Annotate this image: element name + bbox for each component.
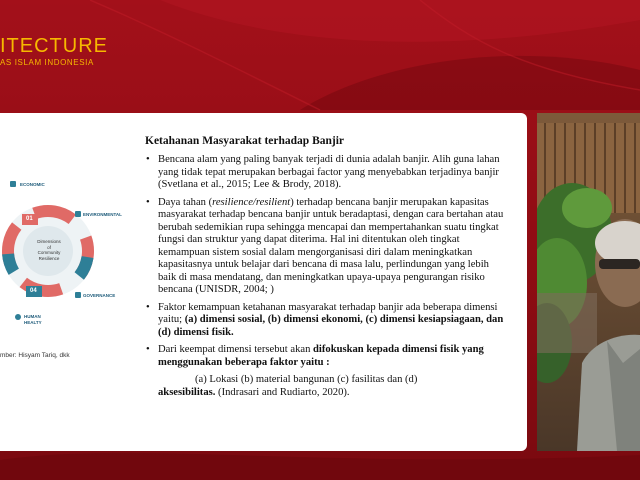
diagram-center-text <box>29 239 69 261</box>
diagram-source-caption: mber: Hisyam Tariq, dkk <box>0 352 70 359</box>
factors-line-2-bold: aksesibilitas. <box>158 386 216 398</box>
bullet-4-bold: difokuskan kepada dimensi fisik yang menggunakan beberapa faktor yaitu : <box>158 344 484 368</box>
health-label: HEALTY <box>24 320 42 325</box>
center-line-2: of <box>47 244 51 250</box>
webcam-video-feed <box>537 113 640 451</box>
webcam-scene <box>537 113 640 451</box>
bullet-2-italic: resilience/resilient <box>212 196 291 208</box>
governance-icon <box>75 292 81 298</box>
factors-line-1: (a) Lokasi (b) material bangunan (c) fasilitas dan (d) <box>195 374 418 385</box>
resilience-ring-graphic <box>0 173 130 353</box>
bullet-3-pre: Faktor kemampuan ketahanan masyarakat terhadap banjir ada beberapa dimensi yaitu; <box>158 301 498 325</box>
economic-icon <box>10 181 16 187</box>
brand-title: ITECTURE <box>0 35 108 57</box>
segment-04-label: 04 <box>30 288 37 294</box>
slide-heading: Ketahanan Masyarakat terhadap Banjir <box>145 135 345 147</box>
economic-label: ECONOMIC <box>20 182 45 187</box>
bullet-2 <box>145 197 505 297</box>
bullet-1-text: Bencana alam yang paling banyak terjadi di dunia adalah banjir. Alih guna lahan yang tidak tepat merupakan berbagai factor yang menyebabkan terjadinya banjir (Svetlana et al., 2015; Lee & Brody, 2018). <box>158 154 500 190</box>
environment-icon <box>75 211 81 217</box>
governance-label: GOVERNANCE <box>83 293 116 298</box>
brand-subtitle: AS ISLAM INDONESIA <box>0 58 94 67</box>
bullet-2-pre: Daya tahan ( <box>158 196 213 208</box>
bullet-1 <box>145 154 505 192</box>
bullet-3-bold: (a) dimensi sosial, (b) dimensi ekonomi, (c) dimensi kesiapsiagaan, dan (d) dimensi fisik. <box>158 314 504 338</box>
human-icon <box>15 314 21 320</box>
bullet-3 <box>145 302 505 340</box>
slide-content <box>145 135 505 399</box>
bullet-list <box>145 154 505 369</box>
community-resilience-diagram <box>0 173 130 443</box>
environmental-label: ENVIRONMENTAL <box>83 212 122 217</box>
brand-logo <box>0 36 108 67</box>
bullet-2-post: ) terhadap bencana banjir merupakan kapasitas masyarakat terhadap bencana banjir untuk beradaptasi, dengan cara bertahan atau berubah sedemikian rupa sehingga mencapai dan mempertahankan suatu tingkat fungsi dan struktur yang dapat diterima. Hal ini ditentukan oleh tingkat kemampuan sistem sosial dalam mengorganisasi diri dalam meningkatkan kapasitasnya untuk belajar dari bencana di masa lalu, perlindungan yang lebih baik di masa mendatang, dan meningkatkan upaya-upaya pengurangan risiko bencana (UNISDR, 2004; ) <box>158 196 504 295</box>
center-line-1: Dimensions <box>37 239 61 244</box>
factors-list <box>145 374 505 399</box>
segment-01-label: 01 <box>26 216 33 222</box>
bullet-4-pre: Dari keempat dimensi tersebut akan <box>158 344 314 355</box>
center-line-4: Resilience <box>38 255 60 261</box>
human-label: HUMAN <box>24 314 41 319</box>
bullet-4 <box>145 344 505 369</box>
factors-line-2-rest: (Indrasari and Rudiarto, 2020). <box>215 386 350 398</box>
center-line-3: Community <box>37 250 61 255</box>
presentation-slide <box>0 113 527 451</box>
